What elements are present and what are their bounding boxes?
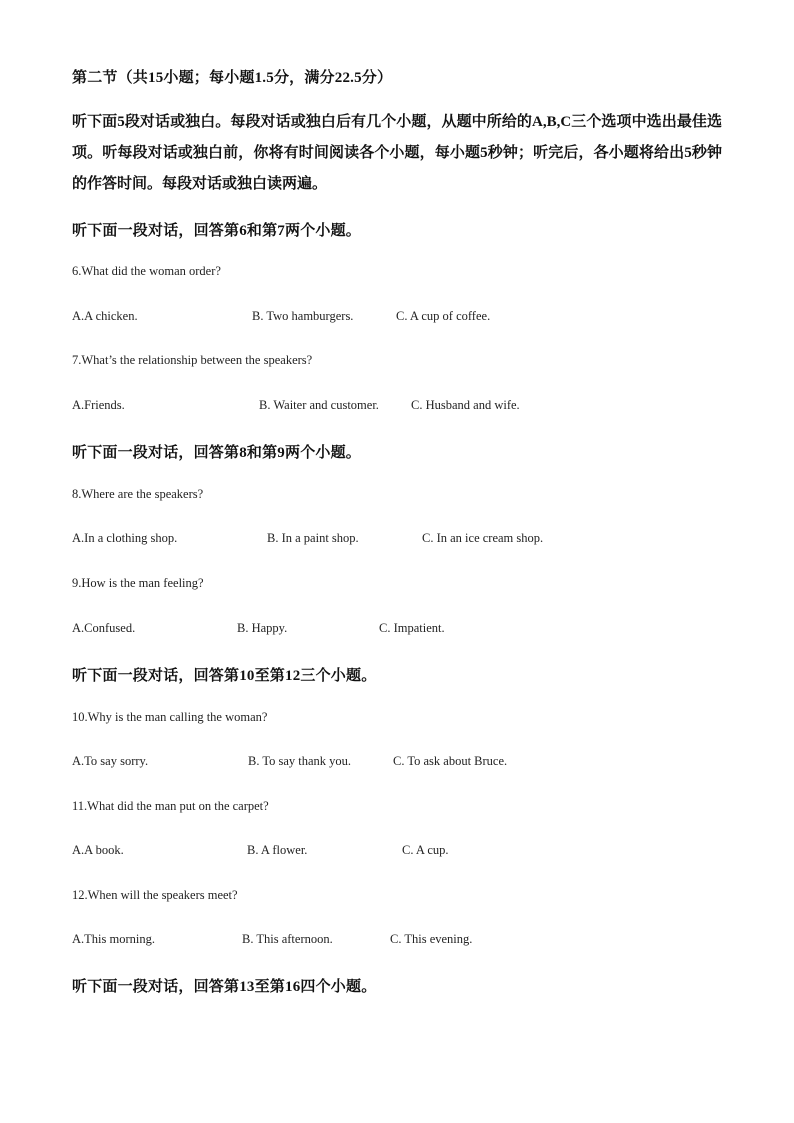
option-c: C. A cup of coffee. [396,309,491,323]
option-b: B. Happy. [237,621,288,635]
group-heading: 听下面一段对话，回答第6和第7两个小题。 [72,223,362,239]
question-options [72,621,722,639]
option-b: B. In a paint shop. [267,531,359,545]
option-a: A.A book. [72,843,124,857]
option-a: A.To say sorry. [72,754,149,768]
option-b: B. To say thank you. [248,754,352,768]
option-c: C. Husband and wife. [411,398,520,412]
question-stem: 12.When will the speakers meet? [72,888,238,902]
question-options [72,754,722,772]
question-options [72,932,722,950]
question-stem: 8.Where are the speakers? [72,487,204,501]
group-heading: 听下面一段对话，回答第13至第16四个小题。 [72,979,377,995]
option-b: B. Two hamburgers. [252,309,354,323]
instructions-paragraph: 听下面5段对话或独白。每段对话或独白后有几个小题，从题中所给的A,B,C三个选项中选出最佳选项。听每段对话或独白前，你将有时间阅读各个小题，每小题5秒钟；听完后，各小题将给出5秒钟的作答时间。每段对话或独白读两遍。 [72,114,722,192]
question-stem: 10.Why is the man calling the woman? [72,710,268,724]
group-heading: 听下面一段对话，回答第10至第12三个小题。 [72,668,377,684]
option-a: A.Confused. [72,621,136,635]
option-a: A.In a clothing shop. [72,531,178,545]
question-options [72,843,722,861]
question-stem: 11.What did the man put on the carpet? [72,799,269,813]
option-c: C. In an ice cream shop. [422,531,544,545]
question-options [72,398,722,416]
section-header: 第二节（共15小题；每小题1.5分，满分22.5分） [72,70,393,86]
question-options [72,531,722,549]
option-b: B. A flower. [247,843,308,857]
option-c: C. To ask about Bruce. [393,754,508,768]
group-heading: 听下面一段对话，回答第8和第9两个小题。 [72,445,362,461]
option-b: B. This afternoon. [242,932,333,946]
option-a: A.Friends. [72,398,125,412]
option-b: B. Waiter and customer. [259,398,379,412]
question-stem: 9.How is the man feeling? [72,576,204,590]
option-c: C. This evening. [390,932,473,946]
option-c: C. A cup. [402,843,449,857]
option-c: C. Impatient. [379,621,445,635]
option-a: A.This morning. [72,932,155,946]
question-stem: 6.What did the woman order? [72,264,221,278]
question-stem: 7.What’s the relationship between the speakers? [72,353,313,367]
question-options [72,309,722,327]
option-a: A.A chicken. [72,309,138,323]
